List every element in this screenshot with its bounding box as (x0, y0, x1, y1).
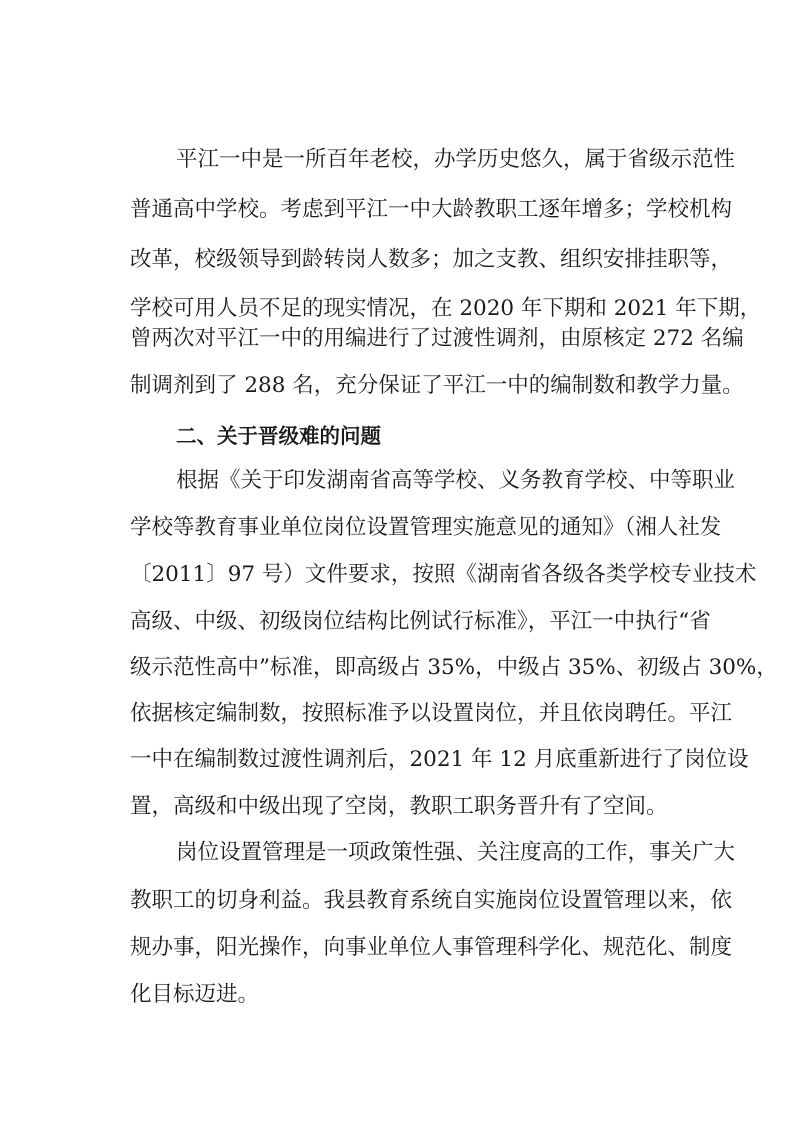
paragraph-3-line-2: 教职工的切身利益。我县教育系统自实施岗位设置管理以来，依 (130, 888, 733, 913)
paragraph-2-line-3: 〔2011〕97 号）文件要求，按照《湖南省各级各类学校专业技术 (130, 562, 757, 587)
paragraph-2-line-1: 根据《关于印发湖南省高等学校、义务教育学校、中等职业 (176, 468, 736, 493)
paragraph-1-line-1: 平江一中是一所百年老校，办学历史悠久，属于省级示范性 (176, 147, 736, 172)
paragraph-1-line-5: 曾两次对平江一中的用编进行了过渡性调剂，由原核定 272 名编 (130, 326, 744, 351)
paragraph-3-line-4: 化目标迈进。 (130, 982, 260, 1007)
paragraph-1-line-3: 改革，校级领导到龄转岗人数多；加之支教、组织安排挂职等， (130, 247, 733, 272)
paragraph-2-line-7: 一中在编制数过渡性调剂后，2021 年 12 月底重新进行了岗位设 (130, 747, 749, 772)
paragraph-2-line-4: 高级、中级、初级岗位结构比例试行标准》，平江一中执行“省 (130, 609, 711, 634)
paragraph-2-line-6: 依据核定编制数，按照标准予以设置岗位，并且依岗聘任。平江 (130, 701, 733, 726)
section-heading: 二、关于晋级难的问题 (176, 424, 381, 448)
paragraph-2-line-8: 置，高级和中级出现了空岗，教职工职务晋升有了空间。 (130, 794, 668, 819)
paragraph-2-line-2: 学校等教育事业单位岗位设置管理实施意见的通知》（湘人社发 (130, 515, 722, 540)
paragraph-2-line-5: 级示范性高中”标准，即高级占 35%，中级占 35%、初级占 30%， (130, 655, 778, 680)
paragraph-1-line-2: 普通高中学校。考虑到平江一中大龄教职工逐年增多；学校机构 (130, 197, 733, 222)
paragraph-1-line-4: 学校可用人员不足的现实情况，在 2020 年下期和 2021 年下期， (130, 296, 762, 321)
paragraph-3-line-3: 规办事，阳光操作，向事业单位人事管理科学化、规范化、制度 (130, 935, 733, 960)
paragraph-1-line-6: 制调剂到了 288 名，充分保证了平江一中的编制数和教学力量。 (130, 373, 744, 398)
paragraph-3-line-1: 岗位设置管理是一项政策性强、关注度高的工作，事关广大 (176, 840, 736, 865)
